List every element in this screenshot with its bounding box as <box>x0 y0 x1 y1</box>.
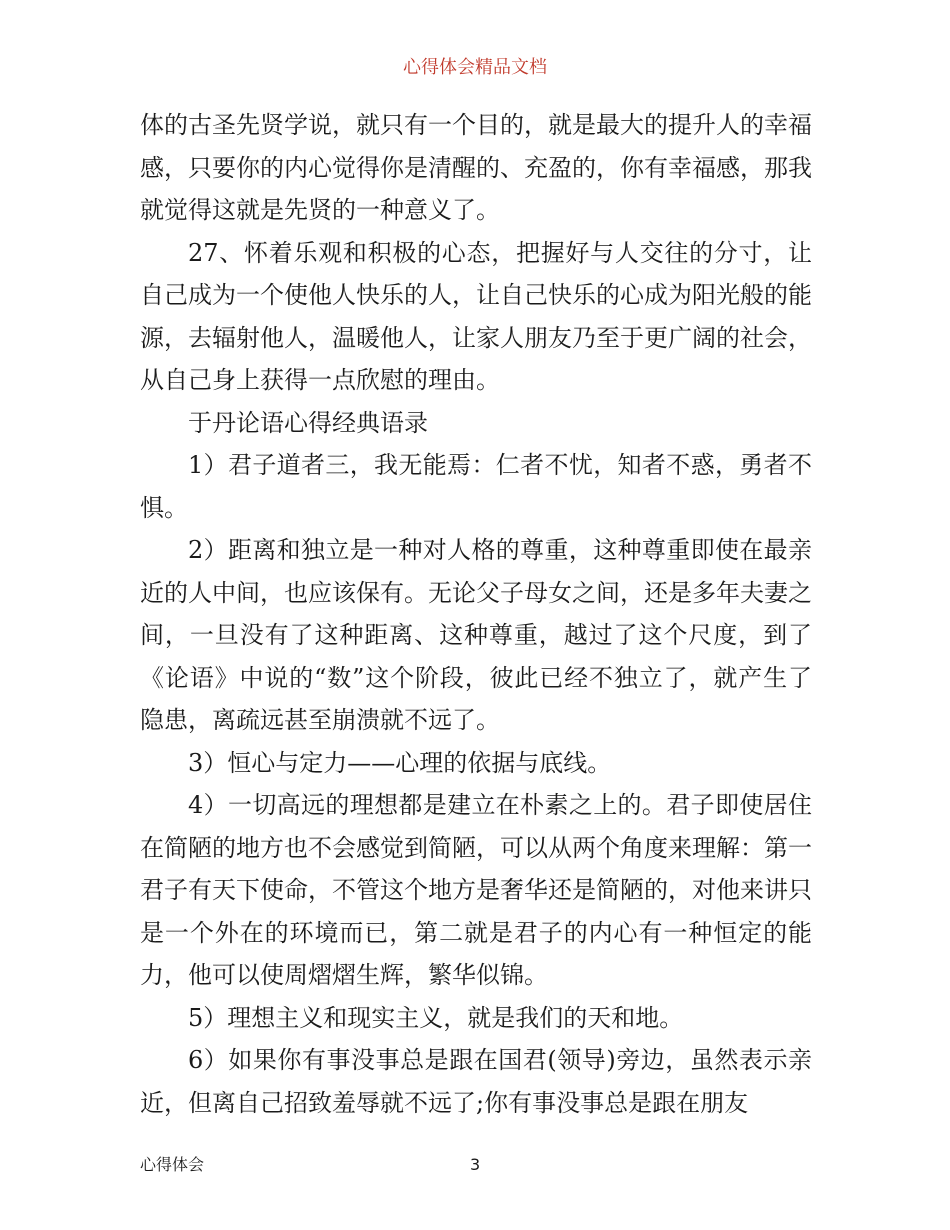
quote-item-1: 1）君子道者三，我无能焉：仁者不忧，知者不惑，勇者不惧。 <box>140 451 812 522</box>
paragraph-item-27: 27、怀着乐观和积极的心态，把握好与人交往的分寸，让自己成为一个使他人快乐的人，让自己快乐的心成为阳光般的能源，去辐射他人，温暖他人，让家人朋友乃至于更广阔的社会，从自己身上获得一点欣慰的理由。 <box>140 238 812 394</box>
quote-item-5: 5）理想主义和现实主义，就是我们的天和地。 <box>188 1003 684 1032</box>
page-header-title: 心得体会精品文档 <box>403 57 547 78</box>
paragraph-continuation: 体的古圣先贤学说，就只有一个目的，就是最大的提升人的幸福感，只要你的内心觉得你是清醒的、充盈的，你有幸福感，那我就觉得这就是先贤的一种意义了。 <box>140 111 812 224</box>
page-footer <box>140 1153 812 1177</box>
footer-label: 心得体会 <box>140 1155 205 1174</box>
quote-item-6: 6）如果你有事没事总是跟在国君(领导)旁边，虽然表示亲近，但离自己招致羞辱就不远了;你有事没事总是跟在朋友 <box>140 1046 812 1117</box>
section-heading: 于丹论语心得经典语录 <box>188 408 428 437</box>
quote-item-4: 4）一切高远的理想都是建立在朴素之上的。君子即使居住在简陋的地方也不会感觉到简陋，可以从两个角度来理解：第一君子有天下使命，不管这个地方是奢华还是简陋的，对他来讲只是一个外在的环境而已，第二就是君子的内心有一种恒定的能力，他可以使周熠熠生辉，繁华似锦。 <box>140 791 812 989</box>
quote-item-2: 2）距离和独立是一种对人格的尊重，这种尊重即使在最亲近的人中间，也应该保有。无论父子母女之间，还是多年夫妻之间，一旦没有了这种距离、这种尊重，越过了这个尺度，到了《论语》中说的“数”这个阶段，彼此已经不独立了，就产生了隐患，离疏远甚至崩溃就不远了。 <box>140 536 812 734</box>
quote-item-3: 3）恒心与定力——心理的依据与底线。 <box>188 748 612 777</box>
document-body <box>140 104 812 1124</box>
page-number: 3 <box>470 1155 481 1174</box>
